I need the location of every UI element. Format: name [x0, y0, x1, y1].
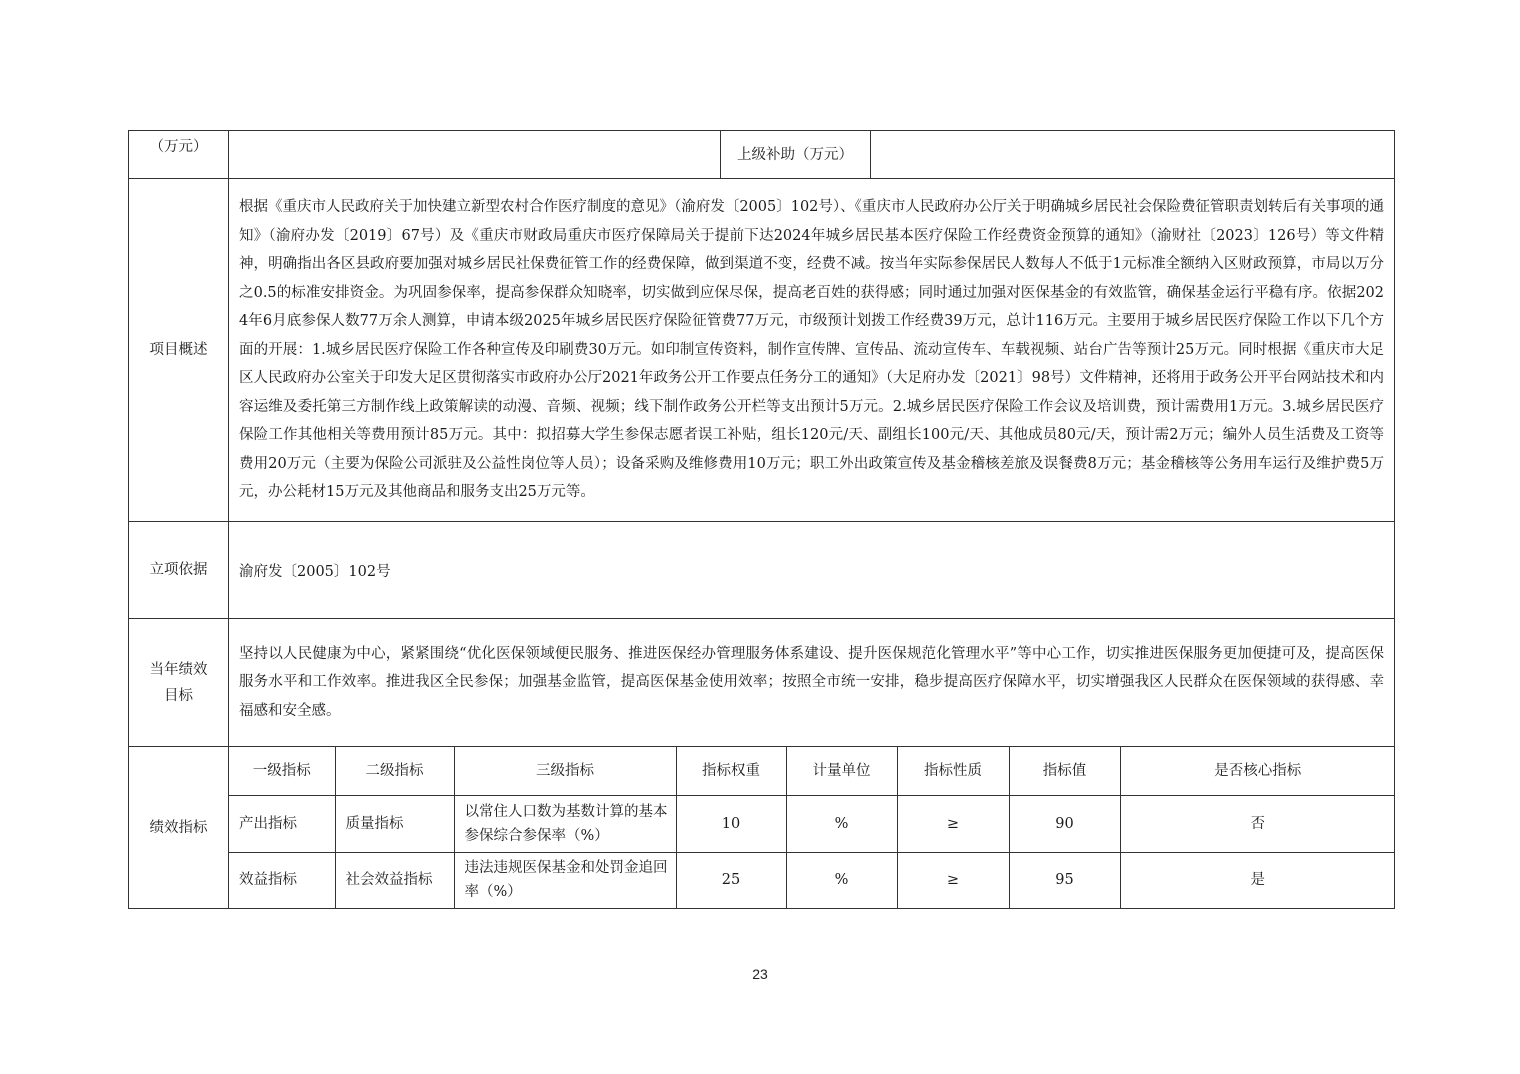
cell-value: 95: [1009, 852, 1120, 908]
header-weight: 指标权重: [676, 747, 786, 795]
cell-level2: 社会效益指标: [335, 852, 454, 908]
cell-level3: 以常住人口数为基数计算的基本参保综合参保率（%）: [454, 795, 676, 852]
subsidy-value: [870, 131, 1395, 178]
overview-text: 根据《重庆市人民政府关于加快建立新型农村合作医疗制度的意见》（渝府发〔2005〕102号）、《重庆市人民政府办公厅关于明确城乡居民社会保险费征管职责划转后有关事项的通知》（渝府办发〔2019〕67号）及《重庆市财政局重庆市医疗保障局关于提前下达2024年城乡居民基本医疗保险工作经费资金预算的通知》（渝财社〔2023〕126号）等文件精神，明确指出各区县政府要加强对城乡居民社保费征管工作的经费保障，做到渠道不变，经费不减。按当年实际参保居民人数每人不低于1元标准全额纳入区财政预算，市局以万分之0.5的标准安排资金。为巩固参保率，提高参保群众知晓率，切实做到应保尽保，提高老百姓的获得感；同时通过加强对医保基金的有效监管，确保基金运行平稳有序。依据2024年6月底参保人数77万余人测算，申请本级2025年城乡居民医疗保险征管费77万元，市级预计划拨工作经费39万元，总计116万元。主要用于城乡居民医疗保险工作以下几个方面的开展：1.城乡居民医疗保险工作各种宣传及印刷费30万元。如印制宣传资料，制作宣传牌、宣传品、流动宣传车、车载视频、站台广告等预计25万元。同时根据《重庆市大足区人民政府办公室关于印发大足区贯彻落实市政府办公厅2021年政务公开工作要点任务分工的通知》（大足府办发〔2021〕98号）文件精神，还将用于政务公开平台网站技术和内容运维及委托第三方制作线上政策解读的动漫、音频、视频；线下制作政务公开栏等支出预计5万元。2.城乡居民医疗保险工作会议及培训费，预计需费用1万元。3.城乡居民医疗保险工作其他相关等费用预计85万元。其中：拟招募大学生参保志愿者误工补贴，组长120元/天、副组长100元/天、其他成员80元/天，预计需2万元；编外人员生活费及工资等费用20万元（主要为保险公司派驻及公益性岗位等人员）；设备采购及维修费用10万元；职工外出政策宣传及基金稽核差旅及误餐费8万元；基金稽核等公务用车运行及维护费5万元，办公耗材15万元及其他商品和服务支出25万元等。: [229, 179, 1395, 522]
cell-weight: 10: [676, 795, 786, 852]
subsidy-label: 上级补助（万元）: [720, 131, 870, 178]
indicators-row: [129, 747, 1395, 909]
funding-blank-cell: [229, 131, 720, 178]
goal-text: 坚持以人民健康为中心，紧紧围绕“优化医保领域便民服务、推进医保经办管理服务体系建设、提升医保规范化管理水平”等中心工作，切实推进医保服务更加便捷可及，提高医保服务水平和工作效率。推进我区全民参保；加强基金监管，提高医保基金使用效率；按照全市统一安排，稳步提高医疗保障水平，切实增强我区人民群众在医保领域的获得感、幸福感和安全感。: [229, 619, 1395, 747]
cell-nature: ≥: [897, 795, 1009, 852]
funding-inner-table: [229, 131, 1395, 178]
funding-row: [129, 131, 1395, 179]
project-table: [128, 130, 1395, 909]
page-number: 23: [752, 966, 768, 982]
cell-nature: ≥: [897, 852, 1009, 908]
header-unit: 计量单位: [786, 747, 897, 795]
basis-text: 渝府发〔2005〕102号: [229, 522, 1395, 619]
overview-row: [129, 179, 1395, 522]
cell-level1: 效益指标: [229, 852, 335, 908]
funding-unit-label: （万元）: [129, 131, 229, 179]
cell-value: 90: [1009, 795, 1120, 852]
header-level1: 一级指标: [252, 762, 311, 779]
header-nature: 指标性质: [897, 747, 1009, 795]
indicators-label: 绩效指标: [129, 747, 229, 909]
cell-level2: 质量指标: [335, 795, 454, 852]
cell-weight: 25: [676, 852, 786, 908]
header-value: 指标值: [1009, 747, 1120, 795]
cell-core: 是: [1120, 852, 1395, 908]
overview-label: 项目概述: [129, 179, 229, 522]
goal-row: [129, 619, 1395, 747]
indicators-table: [229, 747, 1395, 908]
basis-label: 立项依据: [129, 522, 229, 619]
cell-level1: 产出指标: [229, 795, 335, 852]
cell-level3: 违法违规医保基金和处罚金追回率（%）: [454, 852, 676, 908]
cell-unit: %: [786, 852, 897, 908]
cell-core: 否: [1120, 795, 1395, 852]
goal-label: 当年绩效目标: [129, 619, 229, 747]
cell-unit: %: [786, 795, 897, 852]
header-core: 是否核心指标: [1120, 747, 1395, 795]
indicators-header-row: [229, 747, 1395, 795]
table-row: [229, 852, 1395, 908]
basis-row: [129, 522, 1395, 619]
header-level2: 二级指标: [335, 747, 454, 795]
table-row: [229, 795, 1395, 852]
header-level3: 三级指标: [454, 747, 676, 795]
